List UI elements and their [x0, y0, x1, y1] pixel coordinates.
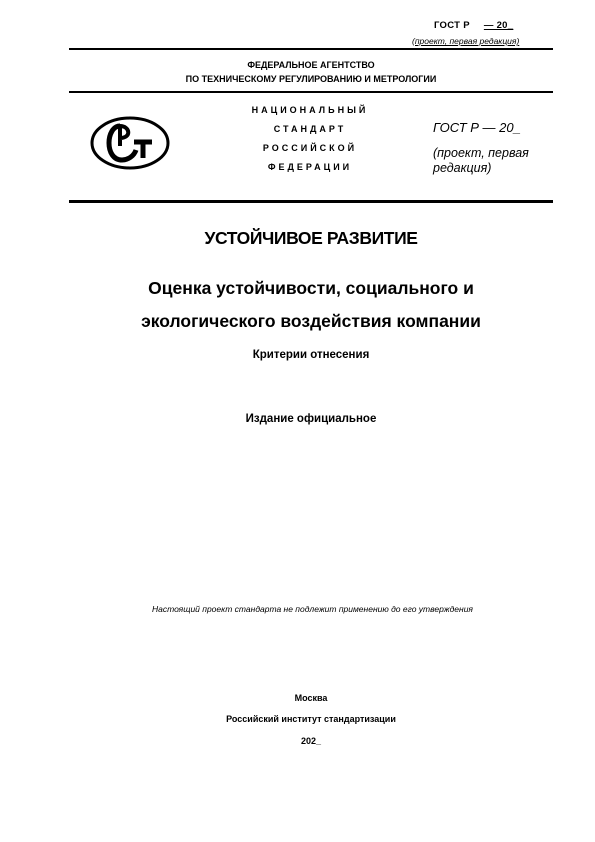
- edition-label: Издание официальное: [245, 413, 377, 425]
- standard-line-2: СТАНДАРТ: [273, 124, 347, 134]
- standard-line-1: НАЦИОНАЛЬНЫЙ: [251, 105, 369, 115]
- document-subtitle: [69, 272, 553, 338]
- agency-line-1: ФЕДЕРАЛЬНОЕ АГЕНТСТВО: [247, 60, 375, 70]
- document-criteria: Критерии отнесения: [252, 349, 370, 361]
- standard-line-4: ФЕДЕРАЦИИ: [267, 162, 353, 172]
- header-draft-note: (проект, первая редакция): [412, 36, 520, 46]
- document-title: УСТОЙЧИВОЕ РАЗВИТИЕ: [204, 228, 418, 248]
- footer-year: 202_: [300, 736, 322, 746]
- subtitle-line-2: экологического воздействия компании: [141, 311, 481, 331]
- national-standard-block: [230, 101, 390, 177]
- draft-notice: Настоящий проект стандарта не подлежит применению до его утверждения: [152, 604, 473, 614]
- footer-publisher: Российский институт стандартизации: [226, 714, 396, 724]
- rst-emblem-icon: [90, 116, 170, 170]
- agency-line-2: ПО ТЕХНИЧЕСКОМУ РЕГУЛИРОВАНИЮ И МЕТРОЛОГИИ: [185, 74, 437, 84]
- agency-divider: [69, 91, 553, 93]
- top-divider: [69, 48, 553, 50]
- block-divider: [69, 200, 553, 203]
- standard-draft-note: (проект, первая редакция): [433, 146, 529, 175]
- header-code-number: — 20_: [483, 20, 514, 31]
- header-code-prefix: ГОСТ Р: [434, 20, 470, 31]
- footer-city: Москва: [294, 693, 328, 703]
- standard-line-3: РОССИЙСКОЙ: [262, 143, 358, 153]
- header-code: [434, 20, 513, 31]
- standard-code: ГОСТ Р — 20_: [433, 120, 521, 135]
- subtitle-line-1: Оценка устойчивости, социального и: [148, 278, 474, 298]
